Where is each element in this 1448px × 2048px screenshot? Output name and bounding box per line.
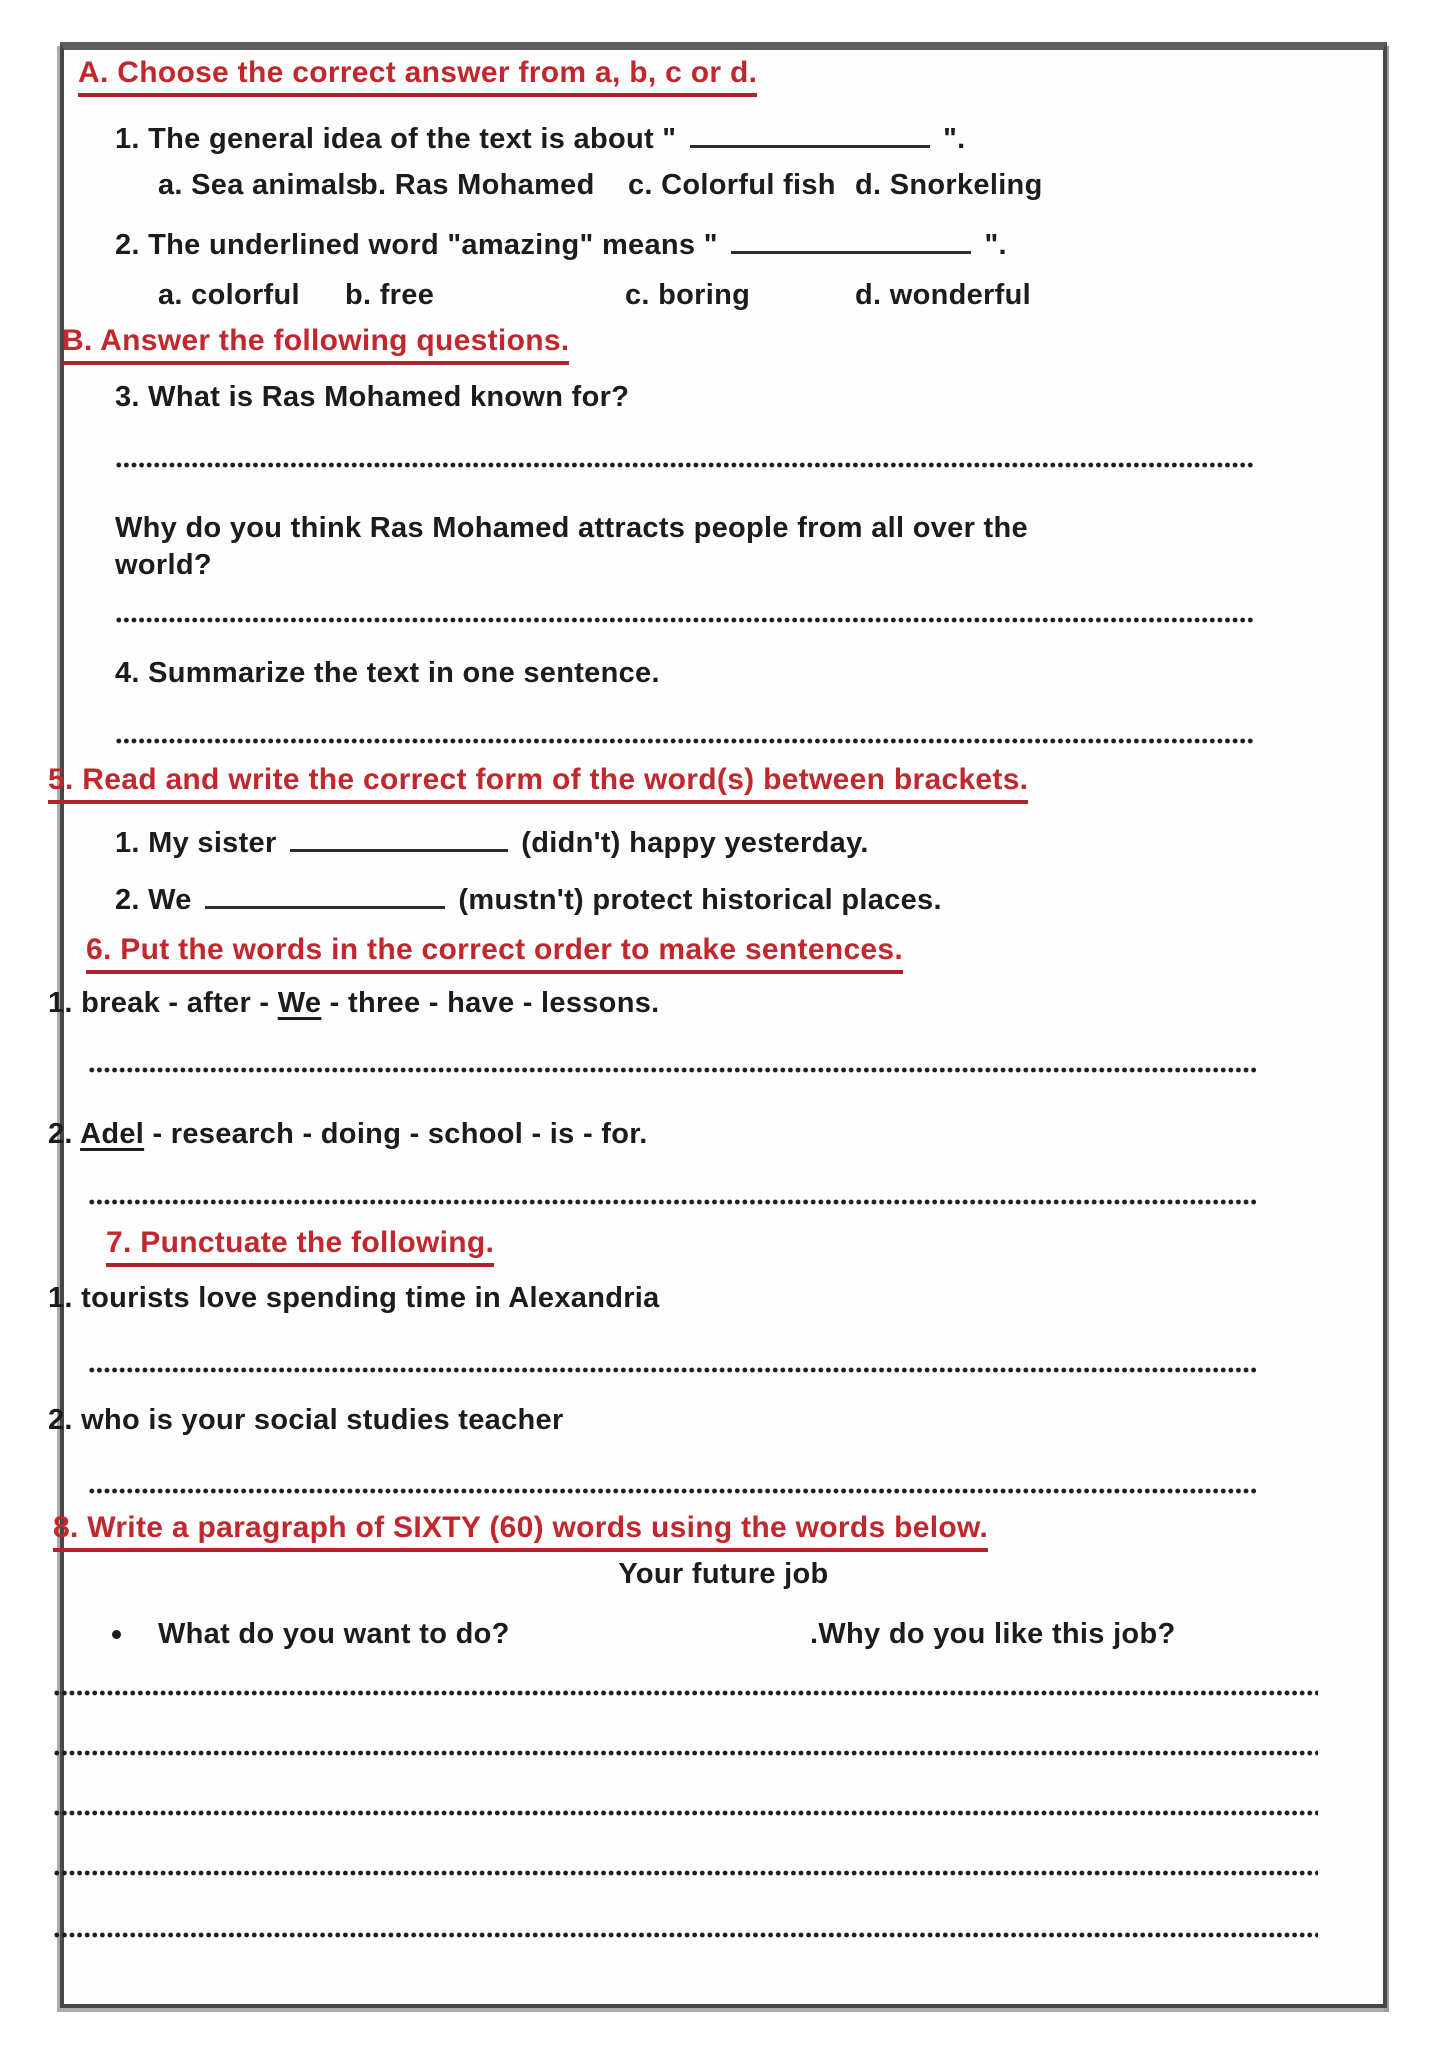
- question-text: [48, 1116, 648, 1152]
- answer-dotted-line: [115, 736, 1255, 746]
- section-heading: [48, 762, 1028, 804]
- question-text-segment: - research - doing - school - is - for.: [144, 1118, 648, 1150]
- answer-dotted-line: [53, 1868, 1318, 1878]
- answer-dotted-line: [115, 615, 1255, 625]
- question-text-segment: 2. The underlined word "amazing" means ": [115, 229, 727, 261]
- options-row: [158, 277, 1031, 313]
- section-heading-label: 6. Put the words in the correct order to make sentences.: [86, 932, 903, 974]
- question-text: [115, 227, 1007, 263]
- option-item: d. Snorkeling: [855, 169, 1043, 201]
- bullet-question-right: .Why do you like this job?: [810, 1618, 1176, 1650]
- question-text: [115, 825, 869, 861]
- question-text: world?: [115, 549, 212, 581]
- option-item: b. Ras Mohamed: [360, 169, 595, 201]
- underlined-word: Adel: [80, 1118, 145, 1150]
- section-heading-label: A. Choose the correct answer from a, b, c or d.: [78, 55, 757, 97]
- question-text-segment: 1. My sister: [115, 827, 285, 859]
- answer-dotted-line: [88, 1065, 1258, 1075]
- question-text-segment: - three - have - lessons.: [321, 987, 660, 1019]
- options-row: [158, 167, 1043, 203]
- section-heading-label: 8. Write a paragraph of SIXTY (60) words using the words below.: [53, 1510, 988, 1552]
- question-text-segment: ".: [934, 123, 966, 155]
- question-text-segment: 2. We: [115, 884, 201, 916]
- prompt-bullets: [112, 1616, 1175, 1652]
- question-text-segment: ".: [976, 229, 1007, 261]
- answer-dotted-line: [88, 1365, 1258, 1375]
- answer-blank: [690, 135, 930, 148]
- section-heading: [53, 1510, 988, 1552]
- section-heading: [106, 1225, 494, 1267]
- answer-dotted-line: [53, 1808, 1318, 1818]
- question-text: [48, 985, 660, 1021]
- underlined-word: We: [277, 987, 322, 1019]
- question-text: Why do you think Ras Mohamed attracts people from all over the: [115, 512, 1028, 544]
- section-heading-label: 5. Read and write the correct form of the word(s) between brackets.: [48, 762, 1028, 804]
- question-text-segment: (mustn't) protect historical places.: [450, 884, 942, 916]
- answer-blank: [290, 839, 508, 852]
- question-text-segment: 2.: [48, 1118, 81, 1150]
- section-heading: [86, 932, 903, 974]
- question-text: 3. What is Ras Mohamed known for?: [115, 381, 630, 413]
- answer-dotted-line: [53, 1930, 1318, 1940]
- question-text: 2. who is your social studies teacher: [48, 1404, 564, 1436]
- bullet-icon: [112, 1630, 121, 1639]
- question-text-segment: 1. break - after -: [48, 987, 278, 1019]
- question-text: 1. tourists love spending time in Alexandria: [48, 1282, 660, 1314]
- answer-dotted-line: [88, 1486, 1258, 1496]
- bullet-question-left: What do you want to do?: [158, 1618, 510, 1650]
- question-text-segment: 1. The general idea of the text is about ": [115, 123, 685, 155]
- answer-dotted-line: [88, 1197, 1258, 1207]
- question-text-segment: (didn't) happy yesterday.: [512, 827, 869, 859]
- option-item: c. Colorful fish: [628, 169, 836, 201]
- section-heading: [62, 323, 569, 365]
- option-item: a. colorful: [158, 279, 300, 311]
- section-heading: [78, 55, 757, 97]
- question-text: 4. Summarize the text in one sentence.: [115, 657, 660, 689]
- section-heading-label: 7. Punctuate the following.: [106, 1225, 494, 1267]
- question-text: [115, 882, 942, 918]
- option-item: a. Sea animals: [158, 169, 363, 201]
- worksheet-page: [48, 42, 1387, 2008]
- answer-dotted-line: [53, 1748, 1318, 1758]
- answer-dotted-line: [53, 1688, 1318, 1698]
- answer-dotted-line: [115, 460, 1255, 470]
- answer-blank: [205, 896, 445, 909]
- option-item: c. boring: [625, 279, 751, 311]
- answer-blank: [731, 241, 971, 254]
- option-item: d. wonderful: [855, 279, 1031, 311]
- section-heading-label: B. Answer the following questions.: [62, 323, 569, 365]
- paragraph-title: Your future job: [618, 1558, 829, 1590]
- question-text: [115, 121, 965, 157]
- option-item: b. free: [345, 279, 435, 311]
